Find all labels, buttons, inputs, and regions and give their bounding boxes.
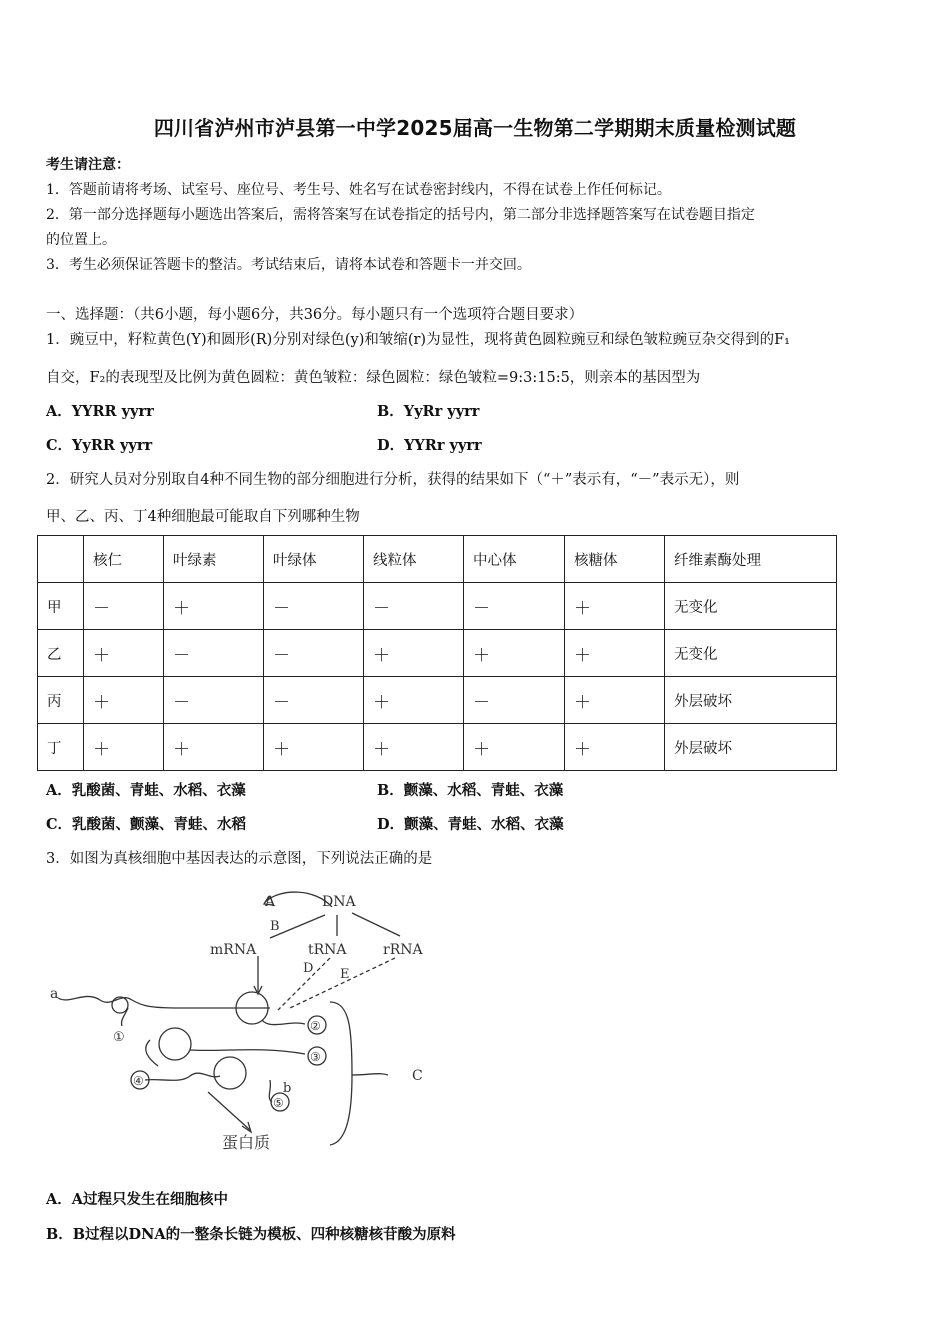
page-title: 四川省泸州市泸县第一中学2025届高一生物第二学期期末质量检测试题 [153, 116, 797, 140]
notice-item-3: 3．考生必须保证答题卡的整洁。考试结束后，请将本试卷和答题卡一并交回。 [46, 257, 531, 273]
arrow-to-protein [208, 1092, 250, 1130]
table-cell: － [464, 677, 565, 724]
notice-item-2-cont: 的位置上。 [46, 232, 116, 248]
q2-option-c[interactable]: C．乳酸菌、颤藻、青蛙、水稻 [46, 816, 247, 833]
table-cell: ＋ [565, 583, 665, 630]
label-5: ⑤ [273, 1096, 284, 1110]
table-cell: － [164, 677, 264, 724]
table-cell: 丁 [38, 724, 84, 771]
table-row [38, 583, 837, 630]
table-cell: ＋ [565, 677, 665, 724]
ribosome-4 [214, 1057, 246, 1089]
q2-option-d[interactable]: D．颤藻、青蛙、水稻、衣藻 [377, 816, 564, 833]
question-2-line-1: 2．研究人员对分别取自4种不同生物的部分细胞进行分析，获得的结果如下（“＋”表示有，“－”表示无），则 [46, 472, 740, 488]
label-rrna: rRNA [383, 942, 423, 958]
chain-2 [262, 1020, 305, 1025]
table-header-cell: 核仁 [84, 536, 164, 583]
table-header-cell: 纤维素酶处理 [665, 536, 837, 583]
table-cell: ＋ [164, 724, 264, 771]
label-1: ① [113, 1030, 125, 1045]
table-cell: ＋ [565, 630, 665, 677]
notice-heading: 考生请注意： [46, 157, 130, 173]
label-e: E [340, 967, 350, 982]
table-cell: 乙 [38, 630, 84, 677]
table-cell: ＋ [84, 630, 164, 677]
ribosome-3 [159, 1028, 191, 1060]
chain-3 [190, 1050, 305, 1054]
ribosome-1-small [112, 997, 128, 1013]
gene-expression-diagram [40, 880, 460, 1155]
label-trna: tRNA [308, 942, 347, 958]
table-cell: 外层破坏 [665, 677, 837, 724]
table-cell: － [264, 583, 364, 630]
table-row [38, 630, 837, 677]
q3-option-b[interactable]: B．B过程以DNA的一整条长链为模板、四种核糖核苷酸为原料 [46, 1226, 456, 1243]
table-cell: ＋ [264, 724, 364, 771]
table-cell: － [364, 583, 464, 630]
chain-4 [145, 1073, 220, 1080]
label-b-lower: b [283, 1081, 292, 1096]
table-cell: ＋ [565, 724, 665, 771]
q1-option-c[interactable]: C．YyRR yyrr [46, 437, 153, 454]
question-3-line-1: 3．如图为真核细胞中基因表达的示意图，下列说法正确的是 [46, 851, 433, 867]
table-cell: ＋ [364, 630, 464, 677]
table-row [38, 677, 837, 724]
label-d: D [303, 961, 314, 976]
bracket-c-tip [352, 1074, 388, 1075]
table-cell: － [264, 677, 364, 724]
table-cell: ＋ [464, 630, 565, 677]
table-cell: 无变化 [665, 630, 837, 677]
table-header-cell: 核糖体 [565, 536, 665, 583]
label-protein: 蛋白质 [222, 1133, 271, 1152]
table-cell: 甲 [38, 583, 84, 630]
label-mrna: mRNA [210, 942, 257, 958]
table-cell: ＋ [364, 724, 464, 771]
table-cell: ＋ [84, 724, 164, 771]
question-1-line-1: 1．豌豆中，籽粒黄色(Y)和圆形(R)分别对绿色(y)和皱缩(r)为显性，现将黄色圆粒豌豆和绿色皱粒豌豆杂交得到的F₁ [46, 332, 790, 348]
label-a-lower: a [50, 986, 59, 1002]
table-cell: ＋ [364, 677, 464, 724]
label-c: C [412, 1068, 423, 1084]
table-cell: 无变化 [665, 583, 837, 630]
table-header-row [38, 536, 837, 583]
arrow-dna-rrna [352, 913, 400, 936]
cell-analysis-table [37, 535, 837, 771]
section-heading: 一、选择题：（共6小题，每小题6分，共36分。每小题只有一个选项符合题目要求） [46, 307, 584, 323]
label-a: A [265, 894, 276, 910]
table-header-cell [38, 536, 84, 583]
mrna-loop [146, 1040, 158, 1066]
label-3: ③ [310, 1050, 321, 1064]
question-2-line-2: 甲、乙、丙、丁4种细胞最可能取自下列哪种生物 [46, 509, 360, 525]
table-header-cell: 线粒体 [364, 536, 464, 583]
q1-option-d[interactable]: D．YYRr yyrr [377, 437, 482, 454]
q1-option-b[interactable]: B．YyRr yyrr [377, 403, 480, 420]
label-2: ② [310, 1019, 321, 1033]
table-cell: 外层破坏 [665, 724, 837, 771]
q3-option-a[interactable]: A．A过程只发生在细胞核中 [46, 1191, 228, 1208]
mrna-strand [58, 996, 270, 1008]
bracket-c [330, 1002, 352, 1145]
label-dna: DNA [322, 894, 356, 910]
table-cell: 丙 [38, 677, 84, 724]
label-4: ④ [133, 1074, 144, 1088]
table-header-cell: 中心体 [464, 536, 565, 583]
table-cell: － [84, 583, 164, 630]
table-cell: － [164, 630, 264, 677]
table-header-cell: 叶绿体 [264, 536, 364, 583]
table-cell: ＋ [164, 583, 264, 630]
table-row [38, 724, 837, 771]
q2-option-a[interactable]: A．乳酸菌、青蛙、水稻、衣藻 [46, 782, 246, 799]
label-b: B [270, 919, 280, 934]
notice-item-1: 1．答题前请将考场、试室号、座位号、考生号、姓名写在试卷密封线内，不得在试卷上作任何标记。 [46, 182, 671, 198]
table-cell: ＋ [464, 724, 565, 771]
q1-option-a[interactable]: A．YYRR yyrr [46, 403, 154, 420]
notice-item-2: 2．第一部分选择题每小题选出答案后，需将答案写在试卷指定的括号内，第二部分非选择题答案写在试卷题目指定 [46, 207, 755, 223]
table-cell: － [464, 583, 565, 630]
q2-option-b[interactable]: B．颤藻、水稻、青蛙、衣藻 [377, 782, 564, 799]
question-1-line-2: 自交，F₂的表现型及比例为黄色圆粒：黄色皱粒：绿色圆粒：绿色皱粒=9:3:15:5，则亲本的基因型为 [46, 370, 701, 386]
table-cell: － [264, 630, 364, 677]
table-cell: ＋ [84, 677, 164, 724]
table-header-cell: 叶绿素 [164, 536, 264, 583]
